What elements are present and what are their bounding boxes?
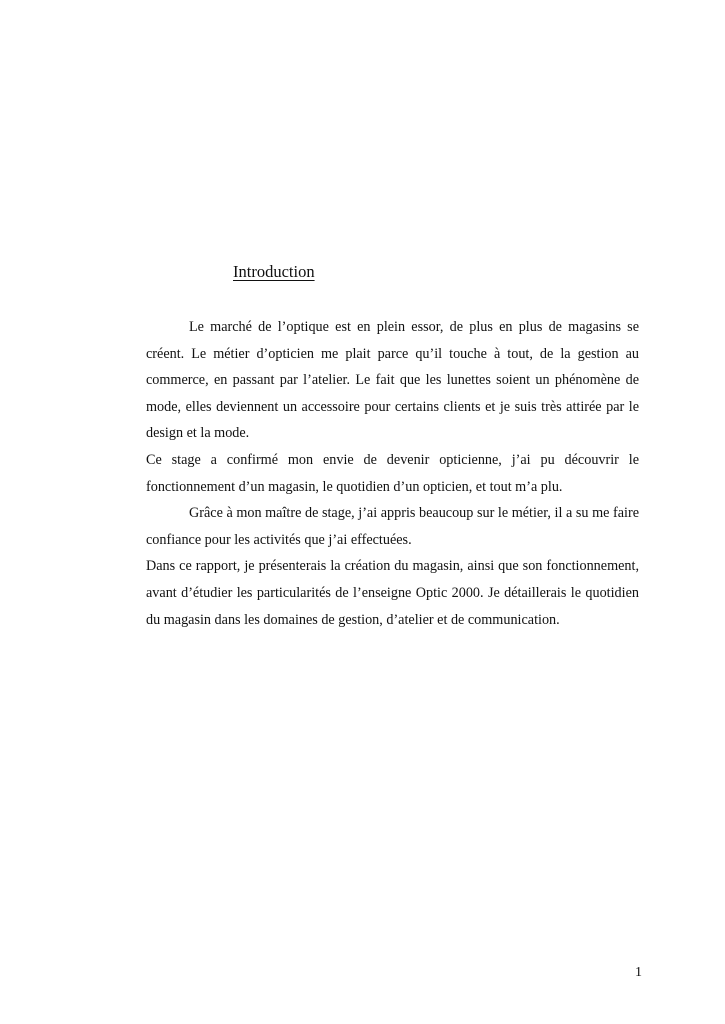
paragraph-4: Dans ce rapport, je présenterais la création du magasin, ainsi que son fonctionnement, avant d’étudier les particularités de l’enseigne Optic 2000. Je détaillerais le quotidien du magasin dans les domaines de gestion, d’atelier et de communication. [146,558,639,628]
page-title: Introduction [233,262,315,281]
paragraph-2: Ce stage a confirmé mon envie de devenir opticienne, j’ai pu découvrir le fonctionnement d’un magasin, le quotidien d’un opticien, et tout m’a plu. [146,451,639,495]
paragraph-1: Le marché de l’optique est en plein essor, de plus en plus de magasins se créent. Le métier d’opticien me plait parce qu’il touche à tout, de la gestion au commerce, en passant par l’atelier. Le fait que les lunettes soient un phénomène de mode, elles deviennent un accessoire pour certains clients et je suis très attirée par le design et la mode. [146,319,639,442]
paragraph-3: Grâce à mon maître de stage, j’ai appris beaucoup sur le métier, il a su me faire confiance pour les activités que j’ai effectuées. [146,505,639,548]
page-number: 1 [635,965,642,980]
introduction-body [146,314,639,633]
